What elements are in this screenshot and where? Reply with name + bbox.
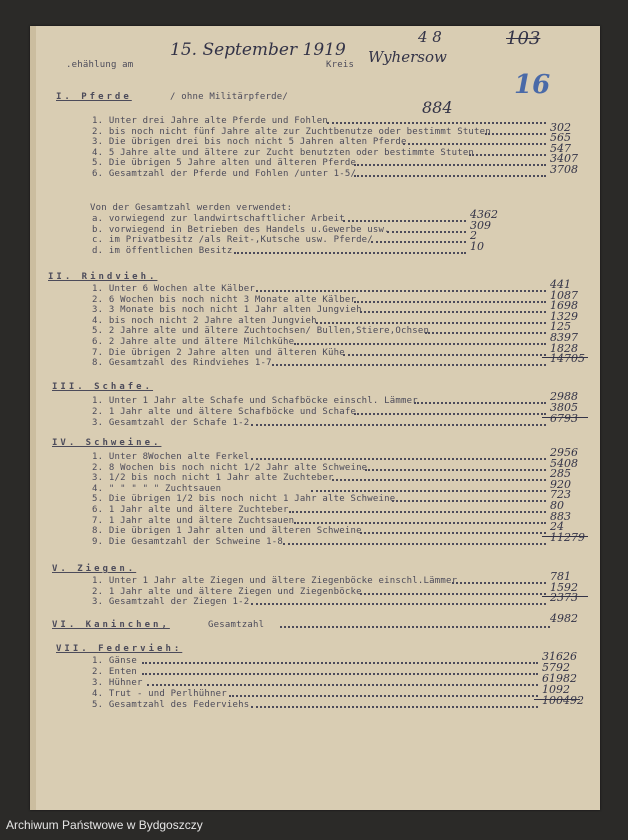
dot-leader [251, 424, 546, 426]
item-value: 920 [550, 477, 571, 491]
dot-leader [354, 413, 546, 415]
dot-leader [365, 469, 546, 471]
item-label: 7. Die übrigen 2 Jahre alten und älteren Kühe [92, 347, 345, 358]
dot-leader [354, 301, 546, 303]
dot-leader [387, 231, 466, 233]
item-label: 3. Hühner [92, 678, 143, 688]
item-label: c. im Privatbesitz /als Reit-,Kutsche usw. Pferde/ [92, 235, 373, 246]
item-value: 1092 [542, 683, 570, 696]
item-value: 5408 [550, 456, 578, 470]
dot-leader [256, 290, 546, 292]
kaninchen-leader [280, 626, 550, 628]
dot-leader [360, 311, 546, 313]
item-label: 2. 8 Wochen bis noch nicht 1/2 Jahr alte Schweine [92, 462, 368, 473]
label-kreis: Kreis [326, 60, 355, 70]
document-page [30, 26, 600, 810]
item-label: 2. Enten [92, 667, 137, 677]
dot-leader [392, 500, 546, 502]
item-value: 547 [550, 141, 571, 155]
item-value: 1698 [550, 299, 578, 313]
item-label: 1. Unter 1 Jahr alte Ziegen und ältere Ziegenböcke einschl.Lämmer [92, 576, 458, 586]
dot-leader [469, 154, 546, 156]
item-label: 8. Gesamtzahl des Rindviehes 1-7 [92, 358, 272, 369]
sum-rule [542, 357, 588, 358]
sum-rule [542, 536, 588, 537]
item-label: 5. Die übrigen 5 Jahre alten und älteren Pferde [92, 158, 357, 169]
dot-leader [485, 133, 546, 135]
item-value: 80 [550, 499, 564, 512]
item-value: 565 [550, 131, 571, 145]
dot-leader [283, 543, 546, 545]
dot-leader [327, 122, 546, 124]
item-value: 883 [550, 509, 571, 523]
item-label: 6. 1 Jahr alte und ältere Zuchteber [92, 505, 289, 515]
pferde-subheading: / ohne Militärpferde/ [170, 92, 288, 102]
item-value: 285 [550, 467, 571, 481]
item-label: 5. Gesamtzahl des Federviehs [92, 700, 250, 710]
item-label: 1. Unter 6 Wochen alte Kälber [92, 284, 255, 294]
item-label: 4. Trut - und Perlhühner [92, 689, 227, 699]
item-value: 1087 [550, 288, 578, 302]
item-label: 4. 5 Jahre alte und ältere zur Zucht benutzten oder bestimmte Stuten [92, 147, 475, 158]
item-label: 3. Gesamtzahl der Schafe 1-2 [92, 417, 250, 428]
item-label: 1. Unter drei Jahre alte Pferde und Fohlen [92, 116, 328, 126]
item-value: 302 [550, 120, 571, 134]
item-value: 14705 [550, 352, 585, 366]
item-label: 1. Unter 1 Jahr alte Schafe und Schafböcke einschl. Lämmer [92, 396, 418, 406]
dot-leader [251, 458, 546, 460]
item-value: 2988 [550, 390, 578, 403]
item-label: 1. Unter 8Wochen alte Ferkel [92, 452, 250, 462]
item-value: 11279 [550, 530, 585, 544]
item-label: 2. 1 Jahr alte und ältere Ziegen und Ziegenböcke [92, 586, 362, 597]
item-label: d. im öffentlichen Besitz [92, 245, 233, 256]
dot-leader [452, 582, 546, 584]
dot-leader [332, 479, 546, 481]
item-label: 2. 1 Jahr alte und ältere Schafböcke und Schafe [92, 406, 357, 417]
kaninchen-subheading: Gesamtzahl [208, 620, 265, 630]
item-value: 723 [550, 488, 571, 502]
item-label: 6. 2 Jahre alte und ältere Milchkühe [92, 337, 295, 347]
item-value: 10 [470, 239, 484, 253]
dot-leader [142, 662, 538, 664]
dot-leader [354, 164, 546, 166]
dot-leader [234, 252, 466, 254]
item-label: 1. Gänse [92, 656, 137, 666]
item-label: 5. Die übrigen 1/2 bis noch nicht 1 Jahr alte Schweine [92, 494, 396, 505]
dot-leader [272, 364, 546, 366]
corner-mark-3-blue: 16 [514, 70, 551, 100]
item-value: 4362 [470, 208, 498, 221]
corner-mark-2: 103 [506, 28, 541, 49]
item-label: 3. 1/2 bis noch nicht 1 Jahr alte Zuchteber [92, 473, 334, 484]
usage-heading: Von der Gesamtzahl werden verwendet: [90, 203, 293, 213]
dot-leader [343, 354, 546, 356]
label-date: .ehählung am [66, 60, 134, 70]
item-value: 2956 [550, 446, 578, 459]
item-value: 24 [550, 520, 564, 534]
dot-leader [343, 220, 466, 222]
section-heading-pferde: I. Pferde [56, 92, 132, 102]
section-heading-rindvieh: II. Rindvieh. [48, 272, 158, 282]
dot-leader [142, 673, 538, 675]
dot-leader [371, 241, 467, 243]
date-handwritten: 15. September 1919 [170, 40, 346, 60]
archive-label: Archiwum Państwowe w Bydgoszczy [6, 818, 203, 832]
item-value: 61982 [542, 672, 577, 685]
item-value: 781 [550, 570, 571, 583]
kaninchen-value: 4982 [550, 612, 578, 625]
dot-leader [294, 343, 546, 345]
dot-leader [289, 511, 546, 513]
dot-leader [316, 322, 546, 324]
sum-rule [542, 417, 588, 418]
item-value: 31626 [542, 650, 577, 663]
section-heading-schafe: III. Schafe. [52, 382, 154, 392]
item-value: 100492 [542, 694, 584, 707]
section-heading-ziegen: V. Ziegen. [52, 564, 137, 574]
item-value: 309 [470, 218, 491, 232]
item-label: 5. 2 Jahre alte und ältere Zuchtochsen/ Bullen,Stiere,Ochsen [92, 326, 430, 337]
dot-leader [354, 175, 546, 177]
sum-rule [534, 699, 580, 700]
item-label: 2. bis noch nicht fünf Jahre alte zur Zuchtbenutze oder bestimmt Stuten [92, 126, 491, 137]
item-value: 1592 [550, 580, 578, 594]
dot-leader [251, 603, 546, 605]
item-value: 8397 [550, 331, 578, 344]
item-value: 3708 [550, 163, 578, 176]
item-value: 1828 [550, 341, 578, 355]
archive-footer [0, 812, 628, 840]
item-value: 2 [470, 229, 477, 243]
section-heading-schweine: IV. Schweine. [52, 438, 162, 448]
kreis-handwritten: Wyhersow [368, 48, 447, 66]
item-label: 4. bis noch nicht 2 Jahre alten Jungvieh [92, 315, 317, 326]
dot-leader [294, 522, 546, 524]
item-value: 125 [550, 320, 571, 334]
item-label: 8. Die übrigen 1 Jahr alten und älteren Schweine [92, 526, 362, 537]
sum-rule [542, 596, 588, 597]
item-label: 6. Gesamtzahl der Pferde und Fohlen /unter 1-5/ [92, 169, 357, 179]
corner-mark-1: 4 8 [418, 28, 442, 46]
item-label: a. vorwiegend zur landwirtschaftlicher Arbeit [92, 214, 345, 224]
item-value: 5792 [542, 661, 570, 674]
dot-leader [229, 695, 538, 697]
item-label: 4. " " " " " Zuchtsauen [92, 483, 222, 494]
section-heading-federvieh: VII. Federvieh: [56, 644, 183, 654]
dot-leader [403, 143, 546, 145]
paper-edge [30, 26, 36, 810]
item-label: 3. Die übrigen drei bis noch nicht 5 Jahren alten Pferde [92, 137, 407, 148]
item-value: 2373 [550, 591, 578, 605]
dot-leader [360, 532, 546, 534]
item-value: 6793 [550, 411, 578, 425]
item-label: 9. Die Gesamtzahl der Schweine 1-8 [92, 536, 284, 547]
item-value: 441 [550, 278, 571, 291]
dot-leader [147, 684, 538, 686]
item-label: 3. Gesamtzahl der Ziegen 1-2 [92, 597, 250, 608]
dot-leader [425, 332, 546, 334]
item-label: b. vorwiegend in Betrieben des Handels u.Gewerbe usw. [92, 224, 390, 235]
item-label: 2. 6 Wochen bis noch nicht 3 Monate alte Kälber [92, 294, 357, 305]
dot-leader [414, 402, 546, 404]
dot-leader [251, 706, 538, 708]
item-value: 1329 [550, 309, 578, 323]
dot-leader [311, 490, 546, 492]
item-value: 3407 [550, 152, 578, 166]
item-value: 3805 [550, 400, 578, 414]
item-label: 3. 3 Monate bis noch nicht 1 Jahr alten Jungvieh [92, 305, 362, 316]
dot-leader [360, 593, 546, 595]
section-heading-kaninchen: VI. Kaninchen, [52, 620, 170, 630]
pferde-total-handwritten: 884 [422, 98, 453, 117]
item-label: 7. 1 Jahr alte und ältere Zuchtsauen [92, 515, 295, 526]
